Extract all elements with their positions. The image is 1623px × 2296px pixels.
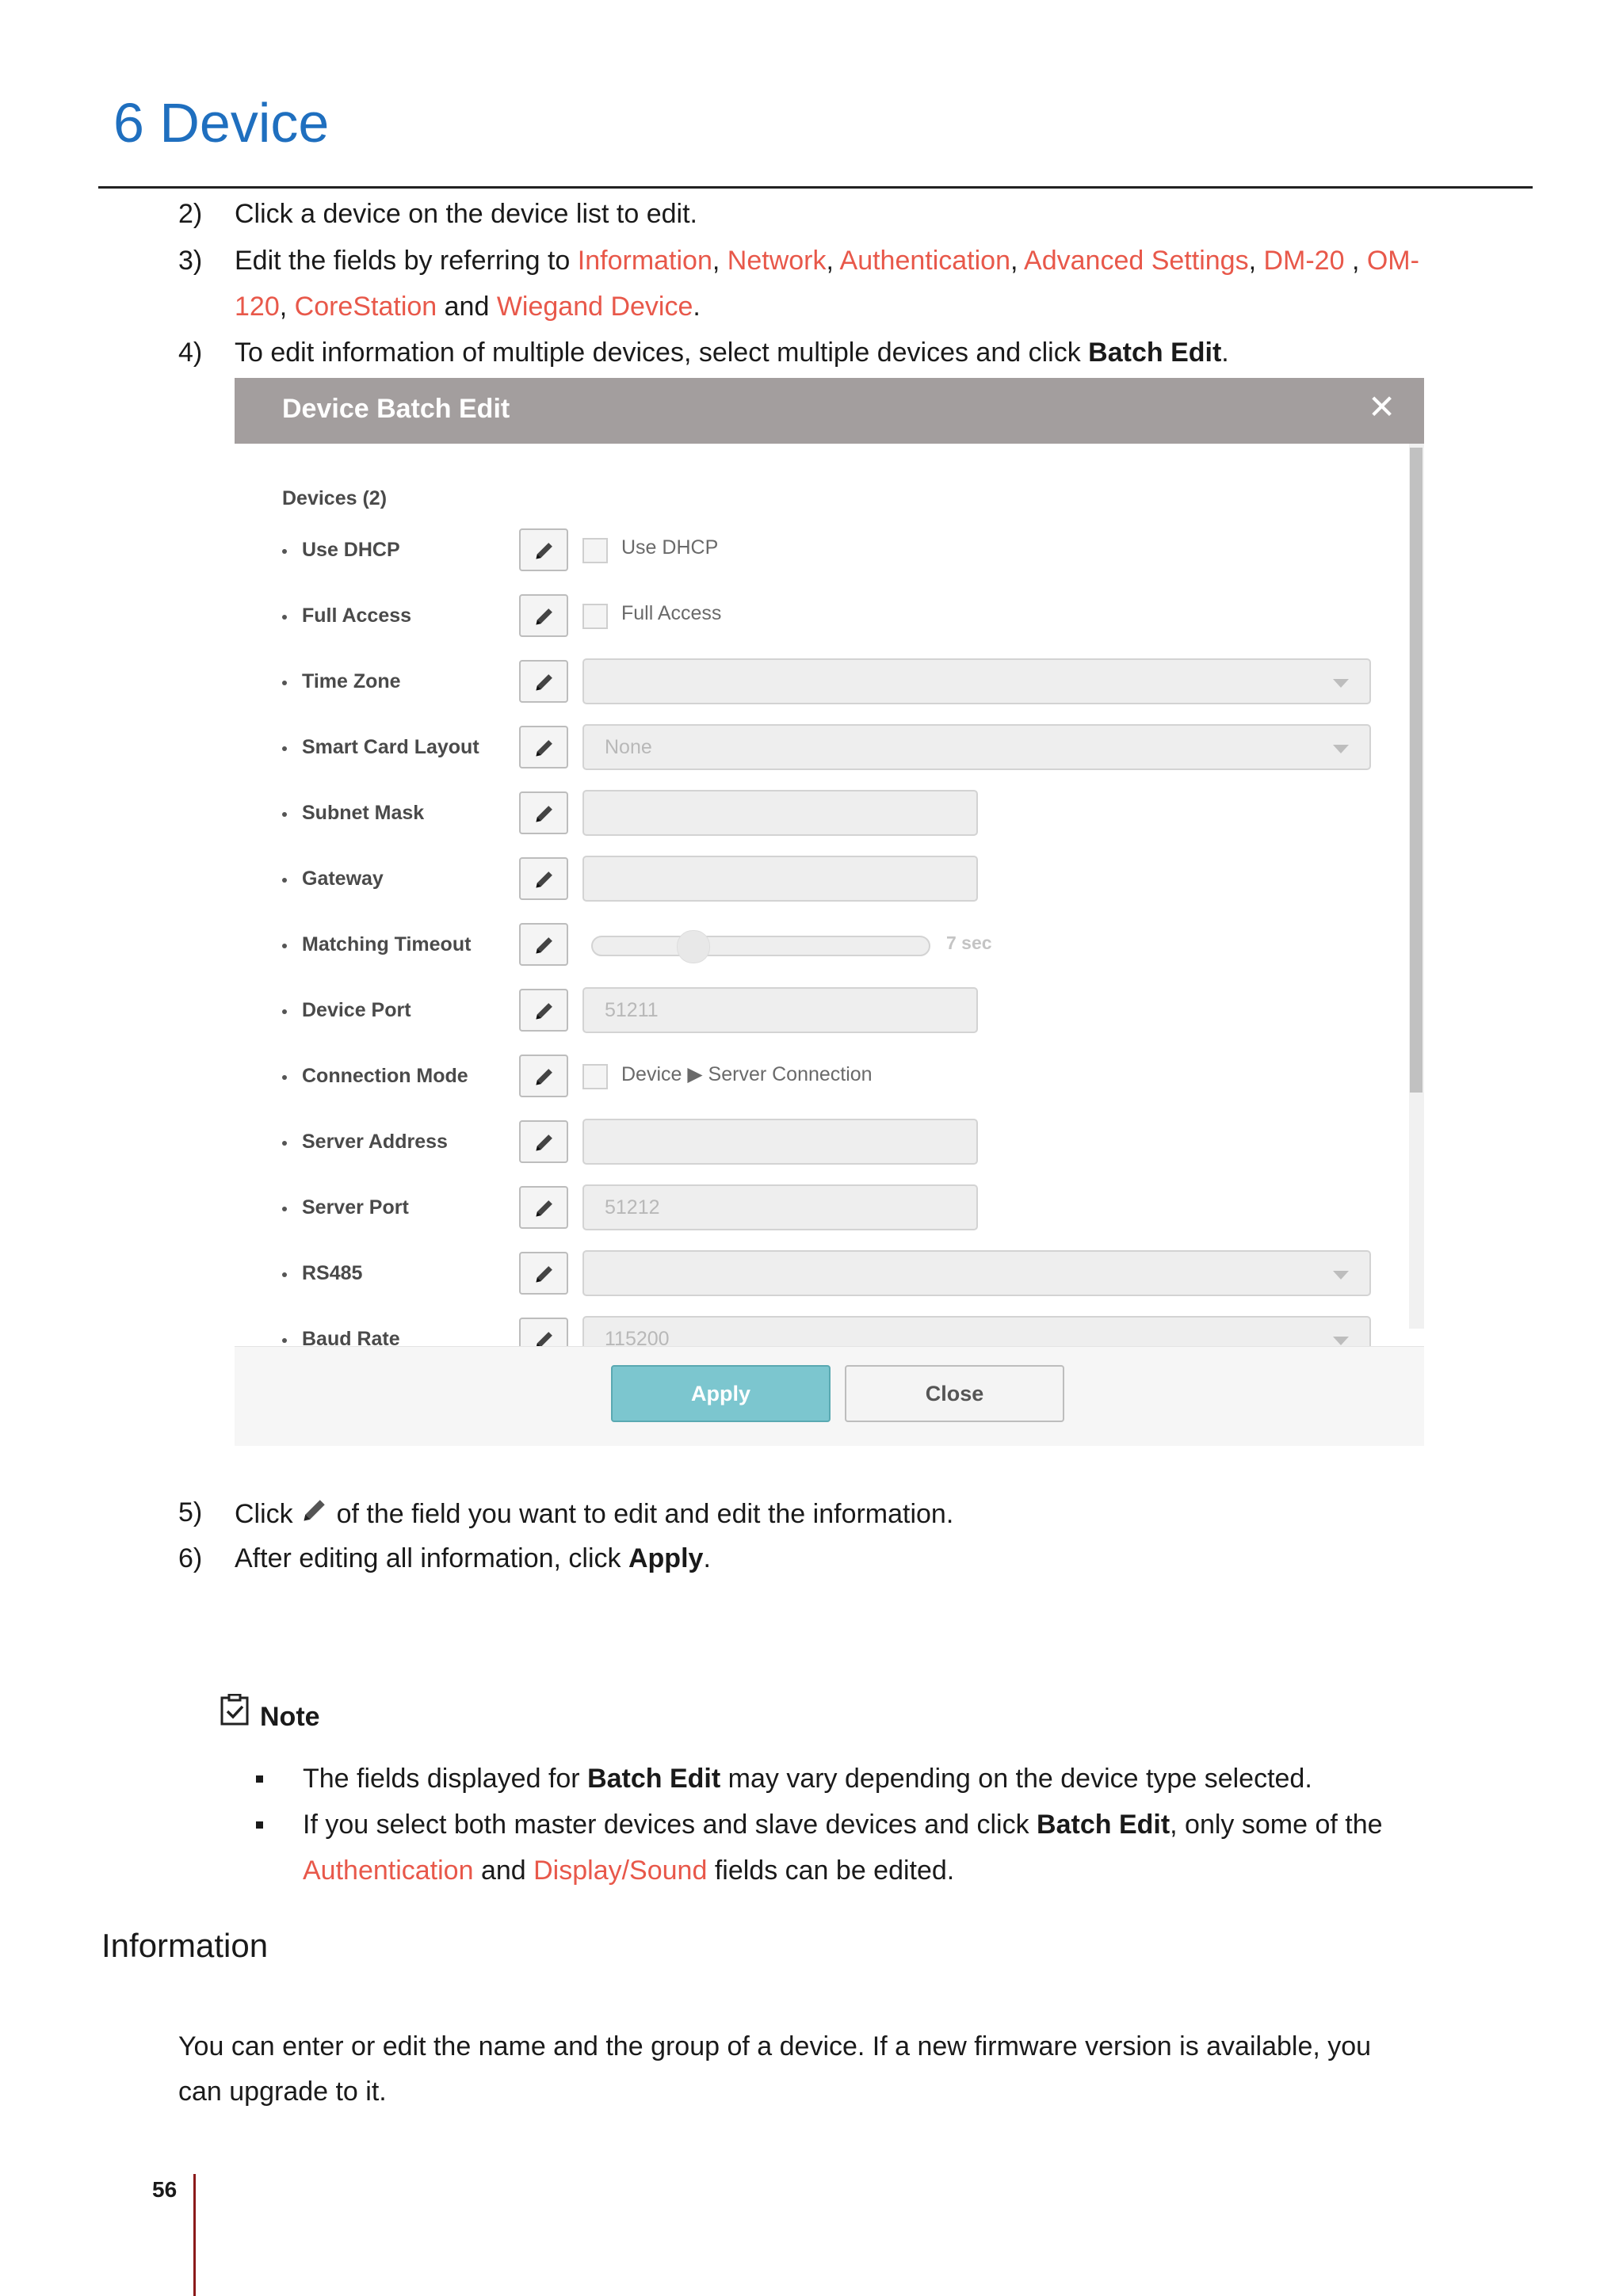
note-bullet-2-line-2: Authentication and Display/Sound fields can be edited. [303,1855,955,1886]
step-4-number: 4) [178,338,203,368]
smart-card-layout-edit-button[interactable] [519,726,568,769]
matching-timeout-value: 7 sec [946,933,992,953]
gateway-input[interactable] [582,856,978,902]
use-dhcp-label: Use DHCP [302,539,400,561]
time-zone-select[interactable] [582,658,1371,704]
section-text-line-1: You can enter or edit the name and the group of a device. If a new firmware version is available, you [178,2031,1372,2061]
smart-card-layout-label: Smart Card Layout [302,736,479,758]
server-address-input[interactable] [582,1119,978,1165]
scrollbar-thumb[interactable] [1410,448,1423,1093]
server-port-label: Server Port [302,1196,409,1219]
step-5-number: 5) [178,1497,203,1527]
use-dhcp-edit-button[interactable] [519,528,568,571]
bullet-dot [282,1207,287,1211]
connection-mode-label: Connection Mode [302,1065,468,1087]
baud-rate-value: 115200 [605,1328,670,1346]
device-port-input[interactable] [582,987,978,1033]
page-number: 56 [152,2177,178,2202]
server-port-input[interactable] [582,1184,978,1230]
step-3-line-2: 120, CoreStation and Wiegand Device. [235,292,701,322]
link-dm-20[interactable]: DM-20 [1263,246,1345,276]
use-dhcp-checkbox[interactable] [582,538,608,563]
baud-rate-select[interactable] [582,1316,1371,1346]
matching-timeout-edit-button[interactable] [519,923,568,966]
full-access-edit-button[interactable] [519,594,568,637]
matching-timeout-label: Matching Timeout [302,933,472,955]
link-wiegand-device[interactable]: Wiegand Device [496,292,693,322]
chevron-down-icon [1333,745,1349,753]
full-access-checkbox[interactable] [582,604,608,629]
connection-mode-edit-button[interactable] [519,1055,568,1097]
server-address-label: Server Address [302,1131,448,1153]
device-batch-edit-dialog [235,378,1424,1445]
note-bullet-2-line-1: If you select both master devices and slave devices and click Batch Edit, only some of the [303,1810,1383,1840]
link-network[interactable]: Network [727,246,827,276]
link-advanced-settings[interactable]: Advanced Settings [1024,246,1249,276]
time-zone-label: Time Zone [302,670,401,692]
bullet-dot [282,681,287,685]
connection-mode-checkbox-label: Device ▶ Server Connection [621,1063,873,1085]
link-corestation[interactable]: CoreStation [294,292,437,322]
dialog-rows [235,378,1407,1346]
slider-knob[interactable] [677,930,710,963]
device-port-value: 51211 [605,999,659,1021]
subnet-mask-label: Subnet Mask [302,802,425,824]
bullet-dot [282,944,287,948]
bullet-dot [282,1272,287,1277]
server-port-edit-button[interactable] [519,1186,568,1229]
close-button[interactable]: Close [845,1365,1064,1422]
link-display-sound[interactable]: Display/Sound [533,1855,708,1886]
bullet-dot [282,812,287,817]
header-rule [98,186,1533,189]
bullet-dot [282,1141,287,1146]
gateway-label: Gateway [302,868,384,890]
server-address-edit-button[interactable] [519,1120,568,1163]
note-title: Note [260,1702,320,1732]
link-authentication-note[interactable]: Authentication [303,1855,474,1886]
devices-label: Devices (2) [282,487,388,509]
use-dhcp-checkbox-label: Use DHCP [621,536,719,559]
gateway-edit-button[interactable] [519,857,568,900]
apply-button[interactable]: Apply [611,1365,831,1422]
bullet-dot [282,615,287,620]
step-3-line-1: Edit the fields by referring to Information, Network, Authentication, Advanced Settings, DM-20 , OM- [235,246,1419,276]
baud-rate-label: Baud Rate [302,1328,400,1346]
section-title: Information [101,1927,269,1964]
close-icon[interactable]: ✕ [1368,388,1396,425]
section-text-line-2: can upgrade to it. [178,2077,387,2107]
link-authentication[interactable]: Authentication [839,246,1011,276]
chevron-down-icon [1333,1271,1349,1280]
step-4-text: To edit information of multiple devices, select multiple devices and click Batch Edit. [235,338,1229,368]
full-access-label: Full Access [302,605,412,627]
rs485-label: RS485 [302,1262,363,1284]
step-3-number: 3) [178,246,203,276]
chapter-title: 6 Device [113,92,330,154]
chevron-down-icon [1333,1337,1349,1345]
step-6-number: 6) [178,1543,203,1573]
device-port-label: Device Port [302,999,411,1021]
note-icon [220,1694,249,1730]
step-2-number: 2) [178,199,203,229]
bullet-dot [282,1009,287,1014]
step-2-text: Click a device on the device list to edit. [235,199,697,229]
link-om-120-part2[interactable]: 120 [235,292,280,322]
full-access-checkbox-label: Full Access [621,602,722,624]
rs485-select[interactable] [582,1250,1371,1296]
step-5-text: Click of the field you want to edit and edit the information. [235,1496,953,1532]
smart-card-layout-value: None [605,736,652,758]
chevron-down-icon [1333,679,1349,688]
rs485-edit-button[interactable] [519,1252,568,1295]
link-om-120-part1[interactable]: OM- [1366,246,1419,276]
smart-card-layout-select[interactable] [582,724,1371,770]
subnet-mask-edit-button[interactable] [519,791,568,834]
bullet-dot [282,1338,287,1343]
server-port-value: 51212 [605,1196,660,1219]
dialog-title: Device Batch Edit [282,394,510,424]
device-port-edit-button[interactable] [519,989,568,1032]
bullet-dot [282,746,287,751]
connection-mode-checkbox[interactable] [582,1064,608,1089]
link-information[interactable]: Information [577,246,712,276]
matching-timeout-slider[interactable] [591,936,930,956]
pencil-icon [300,1496,329,1532]
subnet-mask-input[interactable] [582,790,978,836]
baud-rate-edit-button[interactable] [519,1318,568,1346]
bullet-square [256,1821,263,1829]
bullet-square [256,1775,263,1783]
note-bullet-1: The fields displayed for Batch Edit may vary depending on the device type selected. [303,1764,1312,1794]
page-number-bar [193,2174,196,2296]
time-zone-edit-button[interactable] [519,660,568,703]
bullet-dot [282,1075,287,1080]
step-6-text: After editing all information, click Apply. [235,1543,711,1573]
bullet-dot [282,878,287,883]
bullet-dot [282,549,287,554]
